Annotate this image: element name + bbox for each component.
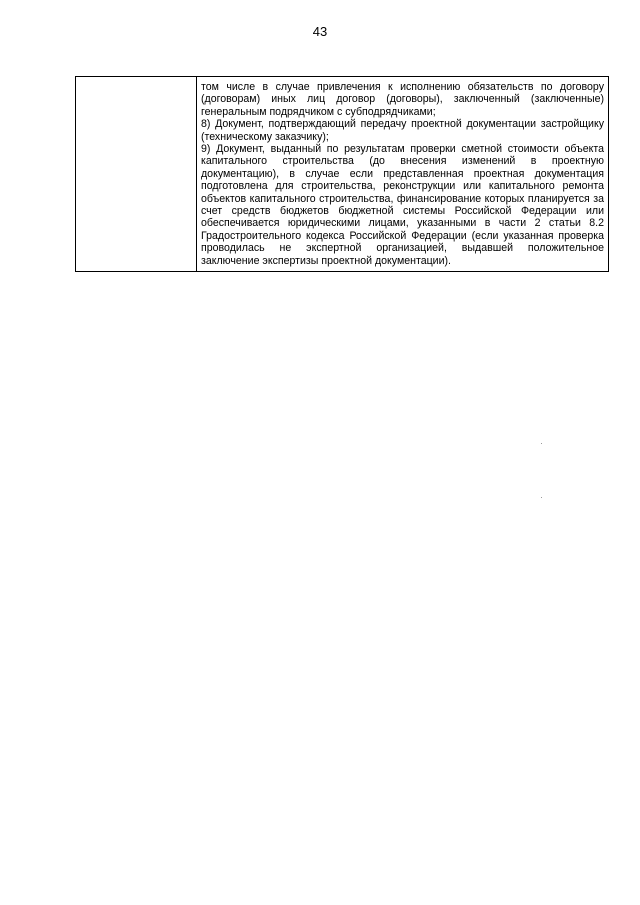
left-cell: [76, 77, 197, 272]
table-row: [76, 77, 609, 272]
right-cell: [197, 77, 609, 272]
page-number: 43: [312, 24, 328, 39]
paragraph-continuation: том числе в случае привлечения к исполнению обязательств по договору (договорам) иных лиц договор (договоры), заключенный (заключенные) генеральным подрядчиком с субподрядчиками;: [201, 81, 604, 118]
scan-speck: [541, 497, 542, 498]
paragraph-item-8: 8) Документ, подтверждающий передачу проектной документации застройщику (техническому заказчику);: [201, 118, 604, 143]
paragraph-item-9: 9) Документ, выданный по результатам проверки сметной стоимости объекта капитального строительства (до внесения изменений в проектную документацию), в случае если представленная проектная документация подготовлена для строительства, реконструкции или капитального ремонта объектов капитального строительства, финансирование которых планируется за счет средств бюджетов бюджетной системы Российской Федерации или обеспечивается юридическими лицами, указанными в части 2 статьи 8.2 Градостроительного кодекса Российской Федерации (если указанная проверка проводилась не экспертной организацией, выдавшей положительное заключение экспертизы проектной документации).: [201, 143, 604, 267]
document-table: [75, 76, 609, 272]
scan-speck: [541, 443, 542, 444]
